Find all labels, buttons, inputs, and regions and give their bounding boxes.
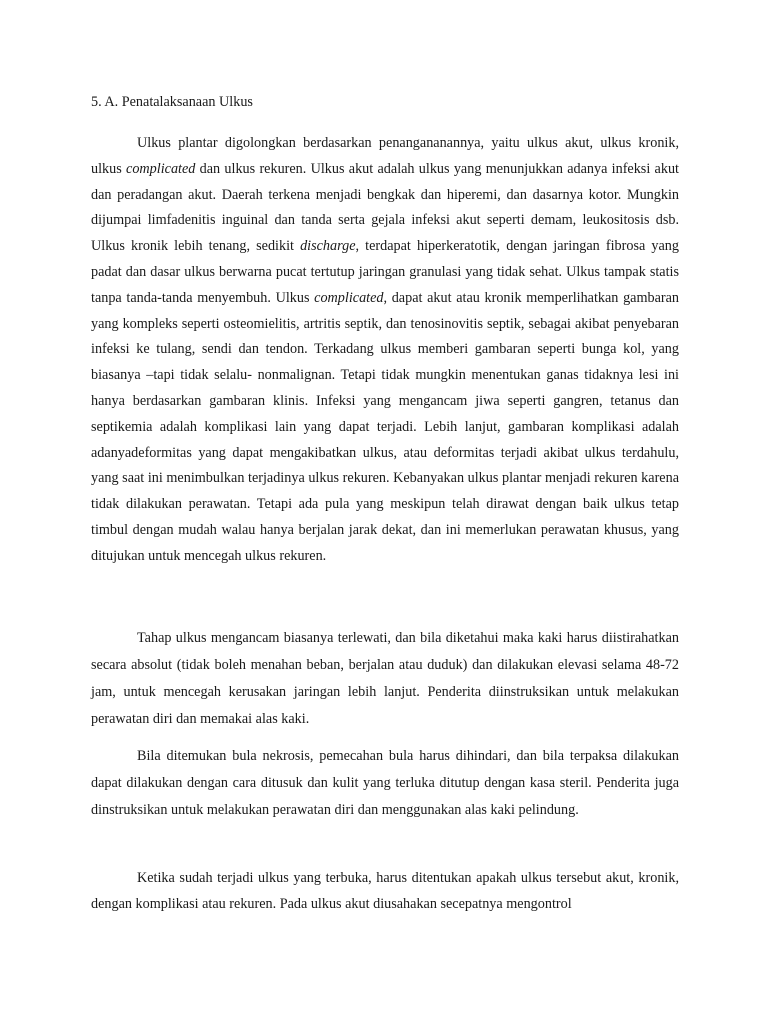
section-heading: 5. A. Penatalaksanaan Ulkus	[91, 94, 253, 110]
paragraph-text: Ulkus plantar digolongkan berdasarkan penangananannya, yaitu ulkus akut, ulkus kronik, ulkus	[91, 135, 679, 177]
italic-term: discharge	[300, 238, 356, 255]
paragraph-open-ulcer	[91, 865, 679, 917]
italic-term: complicated	[126, 160, 196, 177]
paragraph-text: , terdapat hiperkeratotik, dengan jaringan fibrosa yang padat dan dasar ulkus berwarna pucat tertutup jaringan granulasi yang tidak sehat. Ulkus tampak statis tanpa tanda-tanda menyembuh. Ulkus	[91, 238, 679, 306]
paragraph-text: Tahap ulkus mengancam biasanya terlewati, dan bila diketahui maka kaki harus diistirahatkan secara absolut (tidak boleh menahan beban, berjalan atau duduk) dan dilakukan elevasi selama 48-72 jam, untuk mencegah kerusakan jaringan lebih lanjut. Penderita diinstruksikan untuk melakukan perawatan diri dan memakai alas kaki.	[91, 630, 679, 727]
paragraph-necrotic-bullae	[91, 743, 679, 824]
paragraph-text: dan ulkus rekuren. Ulkus akut adalah ulkus yang menunjukkan adanya infeksi akut dan peradangan akut. Daerah terkena menjadi bengkak dan hiperemi, dan dasarnya kotor. Mungkin dijumpai limfadenitis inguinal dan tanda serta gejala infeksi akut seperti demam, leukositosis dsb. Ulkus kronik lebih tenang, sedikit	[91, 160, 679, 255]
paragraph-text: Ketika sudah terjadi ulkus yang terbuka, harus ditentukan apakah ulkus tersebut akut, kronik, dengan komplikasi atau rekuren. Pada ulkus akut diusahakan secepatnya mengontrol	[91, 870, 679, 912]
italic-term: complicated	[314, 289, 384, 306]
paragraph-ulcer-classification	[91, 131, 679, 570]
paragraph-text: Bila ditemukan bula nekrosis, pemecahan bula harus dihindari, dan bila terpaksa dilakukan dapat dilakukan dengan cara ditusuk dan kulit yang terluka ditutup dengan kasa steril. Penderita juga dinstruksikan untuk melakukan perawatan diri dan menggunakan alas kaki pelindung.	[91, 748, 679, 818]
paragraph-threatening-stage	[91, 625, 679, 733]
paragraph-text: , dapat akut atau kronik memperlihatkan gambaran yang kompleks seperti osteomielitis, artritis septik, dan tenosinovitis septik, sebagai akibat penyebaran infeksi ke tulang, sendi dan tendon. Terkadang ulkus memberi gambaran seperti bunga kol, yang biasanya –tapi tidak selalu- nonmalignan. Tetapi tidak mungkin menentukan ganas tidaknya lesi ini hanya berdasarkan gambaran klinis. Infeksi yang mengancam jiwa seperti gangren, tetanus dan septikemia adalah komplikasi lain yang dapat terjadi. Lebih lanjut, gambaran komplikasi adalah adanyadeformitas yang dapat mengakibatkan ulkus, atau deformitas terjadi akibat ulkus terdahulu, yang saat ini menimbulkan terjadinya ulkus rekuren. Kebanyakan ulkus plantar menjadi rekuren karena tidak dilakukan perawatan. Tetapi ada pula yang meskipun telah dirawat dengan baik ulkus tetap timbul dengan mudah walau hanya berjalan jarak dekat, dan ini memerlukan perawatan khusus, yang ditujukan untuk mencegah ulkus rekuren.	[91, 289, 679, 564]
